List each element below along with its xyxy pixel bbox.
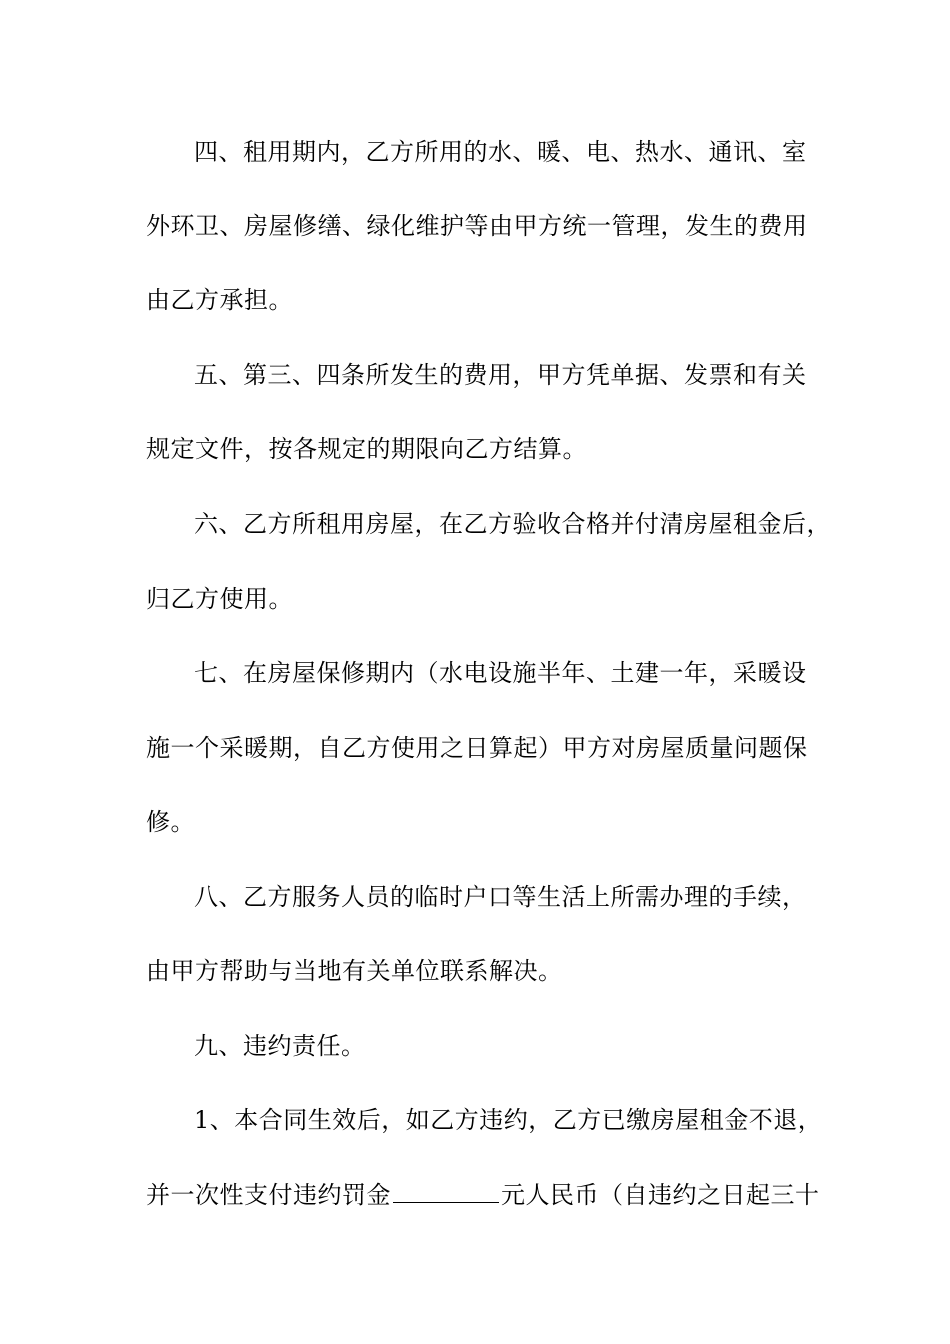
clause-5-line-2: 规定文件，按各规定的期限向乙方结算。 [146,435,587,463]
clause-9-heading: 九、违约责任。 [194,1032,366,1060]
clause-4-line-1: 四、租用期内，乙方所用的水、暖、电、热水、通讯、室 [194,138,807,166]
penalty-amount-blank [393,1180,499,1203]
clause-6-line-1: 六、乙方所租用房屋，在乙方验收合格并付清房屋租金后， [194,510,831,538]
clause-9-item-1-line-1: 1、本合同生效后，如乙方违约，乙方已缴房屋租金不退， [194,1106,823,1134]
clause-7-line-2: 施一个采暖期，自乙方使用之日算起）甲方对房屋质量问题保 [146,734,808,762]
clause-4-line-3: 由乙方承担。 [146,286,293,314]
clause-7-line-3: 修。 [146,808,195,836]
clause-9-item-1-line-2 [146,1180,846,1210]
clause-6-line-2: 归乙方使用。 [146,585,293,613]
clause-7-line-1: 七、在房屋保修期内（水电设施半年、土建一年，采暖设 [194,659,807,687]
penalty-text-before-blank: 并一次性支付违约罚金 [146,1181,391,1209]
penalty-text-after-blank: 元人民币（自违约之日起三十 [501,1181,820,1209]
clause-5-line-1: 五、第三、四条所发生的费用，甲方凭单据、发票和有关 [194,361,807,389]
clause-8-line-1: 八、乙方服务人员的临时户口等生活上所需办理的手续， [194,883,807,911]
clause-8-line-2: 由甲方帮助与当地有关单位联系解决。 [146,957,563,985]
clause-4-line-2: 外环卫、房屋修缮、绿化维护等由甲方统一管理，发生的费用 [146,212,808,240]
